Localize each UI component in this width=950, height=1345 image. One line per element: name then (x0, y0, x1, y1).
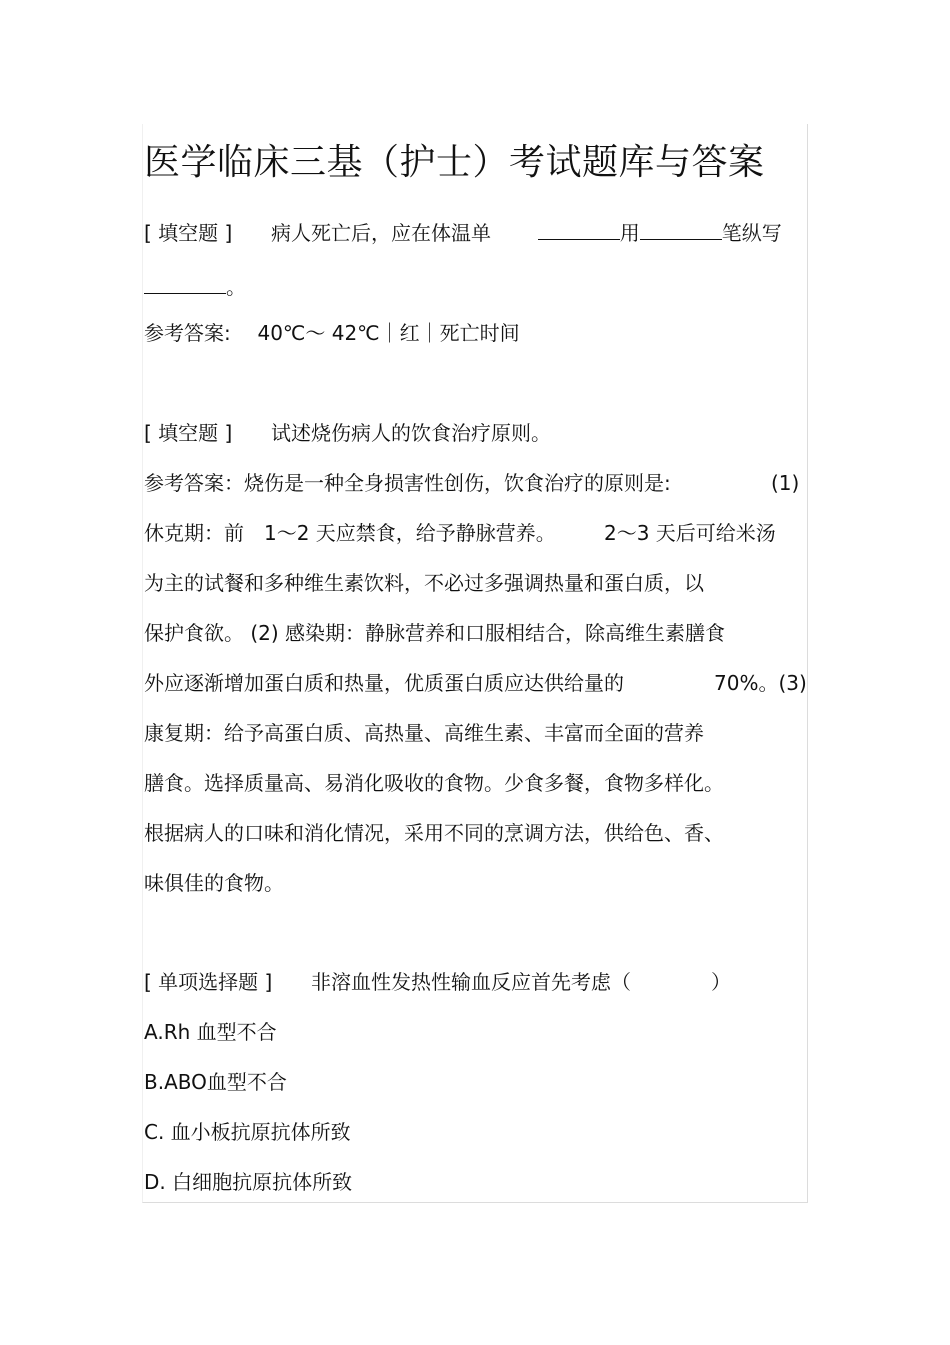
answer-line-1-right: (1) (771, 471, 800, 495)
answer-line-2: 休克期：前 1～2 天应禁食，给予静脉营养。 (144, 521, 556, 545)
question-1-stem-cont (144, 272, 246, 302)
answer-line-6: 康复期：给予高蛋白质、高热量、高维生素、丰富而全面的营养 (144, 721, 704, 745)
question-1-answer (144, 318, 520, 348)
blank-1 (538, 221, 620, 240)
answer-line-8: 根据病人的口味和消化情况，采用不同的烹调方法，供给色、香、 (144, 821, 724, 845)
answer-line-9: 味俱佳的食物。 (144, 871, 284, 895)
option-d: D. 白细胞抗原抗体所致 (144, 1170, 353, 1194)
question-1-text-d: 。 (226, 275, 246, 299)
question-2-text: 试述烧伤病人的饮食治疗原则。 (271, 421, 552, 445)
option-b: B.ABO血型不合 (144, 1070, 287, 1094)
question-1-stem (144, 218, 782, 248)
question-1-text-b: 用 (619, 221, 640, 245)
answer-label: 参考答案: (144, 321, 231, 345)
answer-text: 40℃～ 42℃｜红｜死亡时间 (257, 321, 520, 345)
answer-line-3: 为主的试餐和多种维生素饮料，不必过多强调热量和蛋白质，以 (144, 571, 704, 595)
question-3-stem (144, 967, 731, 997)
answer-line-5: 外应逐渐增加蛋白质和热量，优质蛋白质应达供给量的 (144, 671, 624, 695)
blank-3 (144, 275, 226, 294)
question-3-tag: [ 单项选择题 ] (144, 970, 273, 994)
answer-line-2-right: 2～3 天后可给米汤 (604, 521, 776, 545)
option-a: A.Rh 血型不合 (144, 1020, 277, 1044)
question-2-stem (144, 418, 551, 448)
blank-2 (640, 221, 722, 240)
document-title: 医学临床三基（护士）考试题库与答案 (144, 142, 765, 183)
question-1-text-a: 病人死亡后，应在体温单 (271, 221, 492, 245)
answer-line-1: 参考答案：烧伤是一种全身损害性创伤，饮食治疗的原则是: (144, 471, 671, 495)
option-c: C. 血小板抗原抗体所致 (144, 1120, 351, 1144)
question-2-tag: [ 填空题 ] (144, 421, 233, 445)
question-1-text-c: 笔纵写 (721, 221, 782, 245)
answer-line-5-right: 70%。(3) (714, 671, 807, 695)
question-1-tag: [ 填空题 ] (144, 221, 233, 245)
question-3-text: 非溶血性发热性输血反应首先考虑（ ） (311, 970, 732, 994)
answer-line-4: 保护食欲。 (2) 感染期：静脉营养和口服相结合，除高维生素膳食 (144, 621, 726, 645)
answer-line-7: 膳食。选择质量高、易消化吸收的食物。少食多餐，食物多样化。 (144, 771, 724, 795)
